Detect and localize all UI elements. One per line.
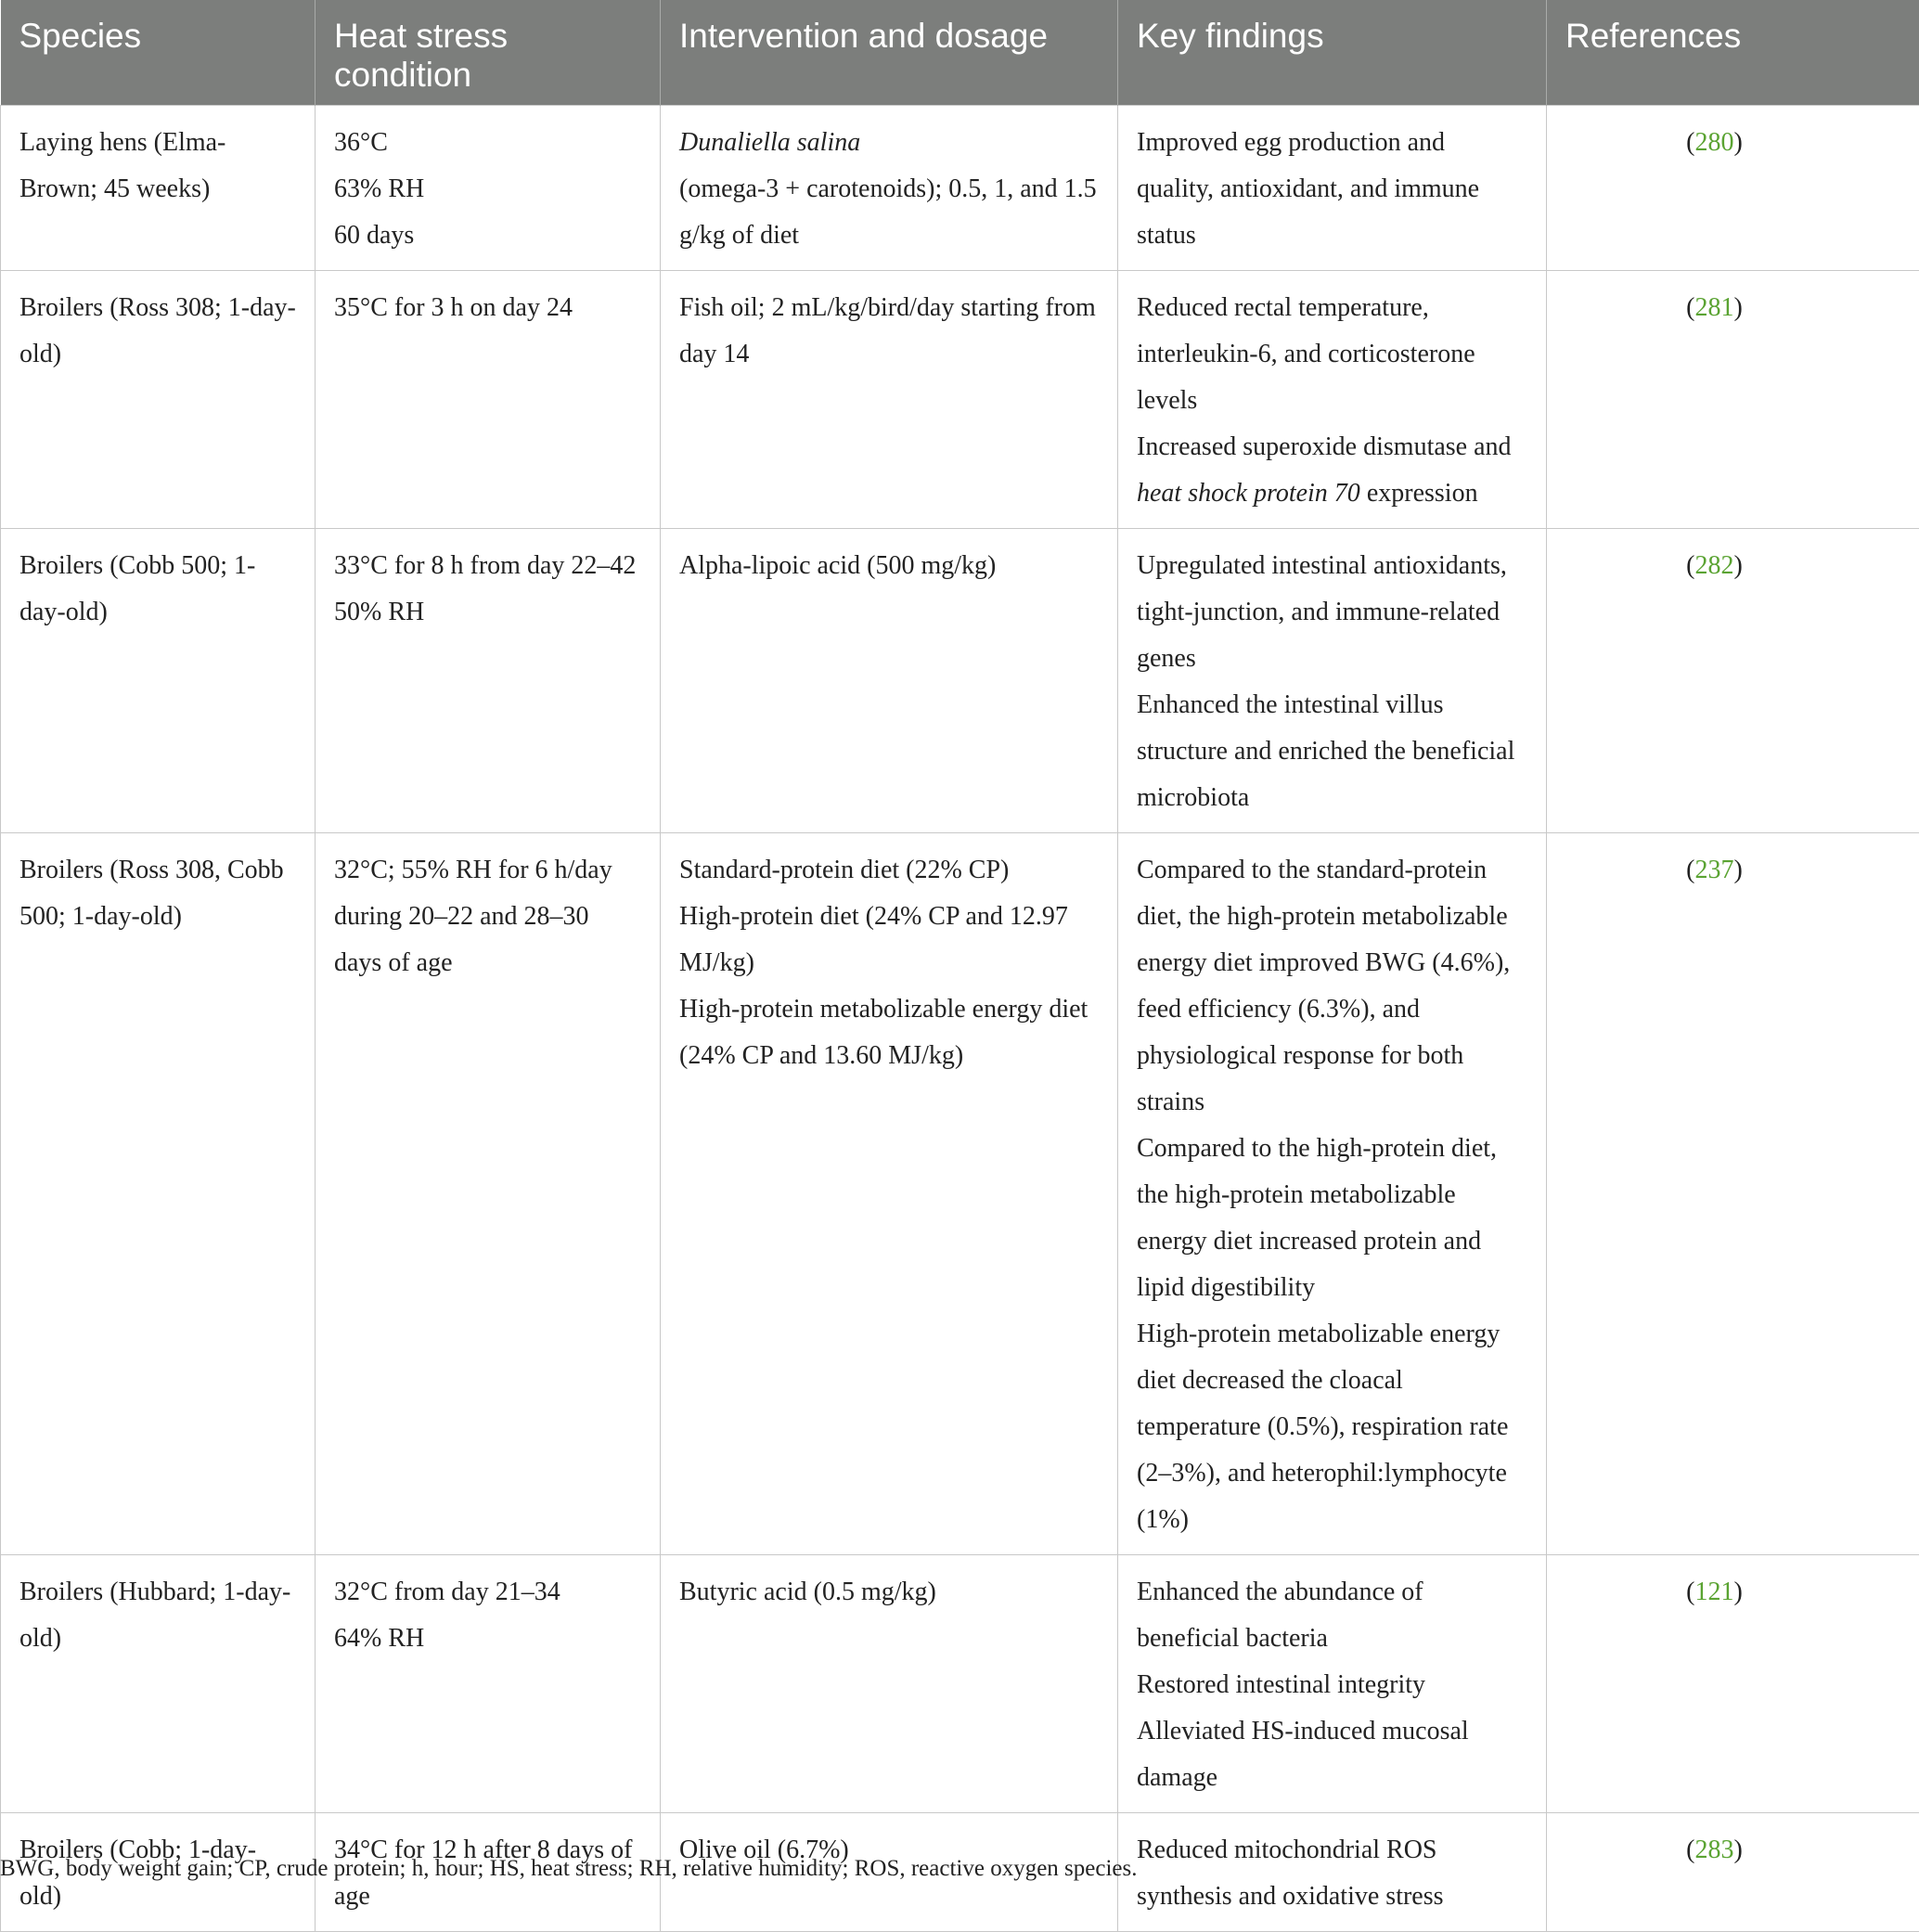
table-header <box>1 0 1919 105</box>
header-species: Species <box>1 0 316 105</box>
intervention-cell <box>661 832 1118 1554</box>
species-cell <box>1 832 316 1554</box>
table-row <box>1 832 1919 1554</box>
finding-line: Reduced rectal temperature, interleukin-6, and corticosterone levels <box>1137 285 1527 424</box>
finding-line: Enhanced the abundance of beneficial bacteria <box>1137 1569 1527 1662</box>
species-cell <box>1 105 316 270</box>
heat-stress-line: 63% RH <box>334 166 641 213</box>
species-text: Broilers (Ross 308, Cobb 500; 1-day-old) <box>19 856 284 931</box>
header-intervention-and-dosage: Intervention and dosage <box>661 0 1118 105</box>
table-footnote: BWG, body weight gain; CP, crude protein; h, hour; HS, heat stress; RH, relative humidity; ROS, reactive oxygen species. <box>0 1854 1138 1884</box>
table-row <box>1 105 1919 270</box>
findings-cell <box>1118 270 1547 528</box>
finding-line: Compared to the standard-protein diet, the high-protein metabolizable energy diet improved BWG (4.6%), feed efficiency (6.3%), and physiological response for both strains <box>1137 847 1527 1126</box>
intervention-line: High-protein metabolizable energy diet (24% CP and 13.60 MJ/kg) <box>679 986 1099 1079</box>
reference-link[interactable]: 280 <box>1695 128 1734 157</box>
intervention-line: Alpha-lipoic acid (500 mg/kg) <box>679 543 1099 589</box>
intervention-cell <box>661 105 1118 270</box>
reference-cell: (237) <box>1547 832 1919 1554</box>
finding-text: Increased superoxide dismutase and <box>1137 432 1512 461</box>
heat-stress-line: 32°C from day 21–34 <box>334 1569 641 1616</box>
gene-name: heat shock protein 70 <box>1137 479 1360 508</box>
reference-link[interactable]: 281 <box>1695 293 1734 322</box>
finding-line: Restored intestinal integrity <box>1137 1662 1527 1708</box>
table-row <box>1 1554 1919 1812</box>
finding-line: Reduced mitochondrial ROS synthesis and oxidative stress <box>1137 1827 1527 1920</box>
finding-line: High-protein metabolizable energy diet decreased the cloacal temperature (0.5%), respiration rate (2–3%), and heterophil:lymphocyte (1%) <box>1137 1311 1527 1543</box>
intervention-cell <box>661 270 1118 528</box>
reference-link[interactable]: 121 <box>1695 1578 1734 1606</box>
species-cell <box>1 270 316 528</box>
header-key-findings: Key findings <box>1118 0 1547 105</box>
table-row <box>1 270 1919 528</box>
heat-stress-line: 32°C; 55% RH for 6 h/day during 20–22 and 28–30 days of age <box>334 847 641 986</box>
finding-line-with-gene <box>1137 424 1527 517</box>
finding-line: Improved egg production and quality, antioxidant, and immune status <box>1137 120 1527 259</box>
species-text: Laying hens (Elma-Brown; 45 weeks) <box>19 128 225 203</box>
heat-stress-line: 50% RH <box>334 589 641 636</box>
intervention-line: (omega-3 + carotenoids); 0.5, 1, and 1.5 g/kg of diet <box>679 166 1099 259</box>
header-row <box>1 0 1919 105</box>
intervention-cell <box>661 528 1118 832</box>
reference-cell: (283) <box>1547 1812 1919 1931</box>
reference-link[interactable]: 282 <box>1695 551 1734 580</box>
heat-stress-line: 64% RH <box>334 1616 641 1662</box>
heat-stress-cell <box>316 1554 661 1812</box>
intervention-line: Olive oil (6.7%) <box>679 1827 1099 1874</box>
findings-cell <box>1118 528 1547 832</box>
intervention-line: High-protein diet (24% CP and 12.97 MJ/kg) <box>679 894 1099 986</box>
table-row <box>1 528 1919 832</box>
finding-text-tail: expression <box>1360 479 1478 508</box>
findings-cell <box>1118 1812 1547 1931</box>
species-text: Broilers (Cobb 500; 1-day-old) <box>19 551 255 626</box>
reference-cell: (282) <box>1547 528 1919 832</box>
intervention-cell <box>661 1554 1118 1812</box>
heat-stress-cell <box>316 270 661 528</box>
intervention-line: Fish oil; 2 mL/kg/bird/day starting from day 14 <box>679 285 1099 378</box>
heat-stress-cell <box>316 105 661 270</box>
reference-cell: (280) <box>1547 105 1919 270</box>
header-references: References <box>1547 0 1919 105</box>
heat-stress-line: 33°C for 8 h from day 22–42 <box>334 543 641 589</box>
findings-cell <box>1118 1554 1547 1812</box>
intervention-line: Standard-protein diet (22% CP) <box>679 847 1099 894</box>
finding-line: Upregulated intestinal antioxidants, tight-junction, and immune-related genes <box>1137 543 1527 682</box>
finding-line: Compared to the high-protein diet, the high-protein metabolizable energy diet increased protein and lipid digestibility <box>1137 1126 1527 1311</box>
header-heat-stress-condition: Heat stress condition <box>316 0 661 105</box>
species-text: Broilers (Ross 308; 1-day-old) <box>19 293 296 368</box>
reference-cell: (281) <box>1547 270 1919 528</box>
intervention-species-name: Dunaliella salina <box>679 120 1099 166</box>
heat-stress-line: 34°C for 12 h after 8 days of age <box>334 1827 641 1920</box>
intervention-line: Butyric acid (0.5 mg/kg) <box>679 1569 1099 1616</box>
species-cell <box>1 528 316 832</box>
reference-cell: (121) <box>1547 1554 1919 1812</box>
reference-link[interactable]: 237 <box>1695 856 1734 884</box>
species-text: Broilers (Hubbard; 1-day-old) <box>19 1578 290 1653</box>
heat-stress-cell <box>316 832 661 1554</box>
findings-cell <box>1118 832 1547 1554</box>
heat-stress-cell <box>316 528 661 832</box>
heat-stress-line: 35°C for 3 h on day 24 <box>334 285 641 331</box>
species-text: Broilers (Cobb; 1-day-old) <box>19 1835 256 1911</box>
species-cell <box>1 1554 316 1812</box>
reference-link[interactable]: 283 <box>1695 1835 1734 1864</box>
finding-line: Alleviated HS-induced mucosal damage <box>1137 1708 1527 1801</box>
heat-stress-line: 36°C <box>334 120 641 166</box>
finding-line: Enhanced the intestinal villus structure and enriched the beneficial microbiota <box>1137 682 1527 821</box>
table-body <box>1 105 1919 1931</box>
heat-stress-line: 60 days <box>334 213 641 259</box>
findings-cell <box>1118 105 1547 270</box>
